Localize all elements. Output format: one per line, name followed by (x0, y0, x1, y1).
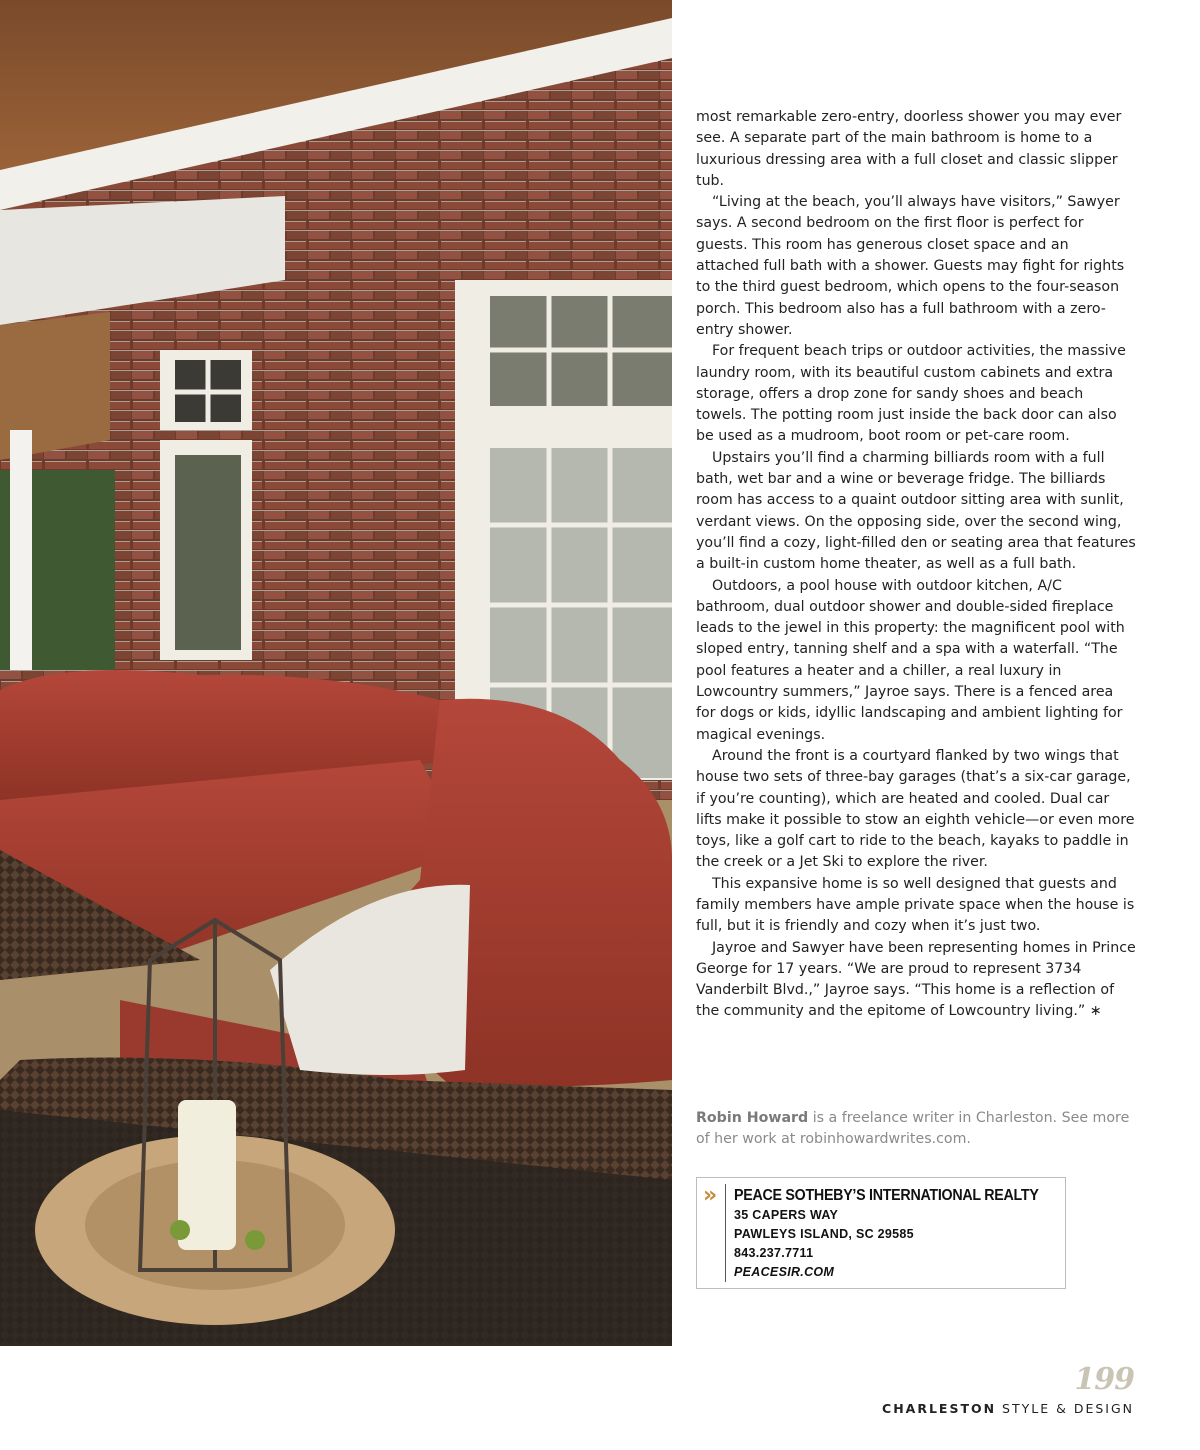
author-bio (696, 1108, 1136, 1150)
contact-website-link[interactable]: PEACESIR.COM (734, 1265, 835, 1279)
article-paragraph: This expansive home is so well designed that guests and family members have ample private space when the house is full, but it is friendly and cozy when it’s just two. (696, 875, 1135, 935)
article-body (696, 107, 1136, 1023)
contact-address-line-1: 35 CAPERS WAY (734, 1208, 839, 1222)
article-paragraph: Jayroe and Sawyer have been representing homes in Prince George for 17 years. “We are proud to represent 3734 Vanderbilt Blvd.,” Jayroe says. “This home is a reflection of the community and the epitome of Lowcountry living.” ∗ (696, 939, 1136, 1020)
author-bio-text: is a freelance writer in Charleston. See more of her work at robinhowardwrites.com. (696, 1110, 1130, 1147)
page-number: 199 (1074, 1362, 1134, 1397)
divider (725, 1184, 726, 1282)
footer-brand: CHARLESTON (882, 1401, 997, 1416)
magazine-footer (882, 1401, 1134, 1416)
agency-name: PEACE SOTHEBY’S INTERNATIONAL REALTY (734, 1187, 1039, 1204)
contact-address-line-2: PAWLEYS ISLAND, SC 29585 (734, 1227, 914, 1241)
article-paragraph: Upstairs you’ll find a charming billiards room with a full bath, wet bar and a wine or beverage fridge. The billiards room has access to a quaint outdoor sitting area with sunlit, verdant views. On the opposing side, over the second wing, you’ll find a cozy, light-filled den or seating area that features a built-in custom home theater, as well as a full bath. (696, 449, 1136, 573)
contact-box (696, 1177, 1066, 1289)
article-paragraph: Outdoors, a pool house with outdoor kitchen, A/C bathroom, dual outdoor shower and double-sided fireplace leads to the jewel in this property: the magnificent pool with sloped entry, tanning shelf and a spa with a waterfall. “The pool features a heater and a chiller, a real luxury in Lowcountry summers,” Jayroe says. There is a fenced area for dogs or kids, idyllic landscaping and ambient lighting for magical evenings. (696, 577, 1125, 743)
article-paragraph: Around the front is a courtyard flanked by two wings that house two sets of three-bay garages (that’s a six-car garage, if you’re counting), which are heated and cooled. Dual car lifts make it possible to stow an eighth vehicle—or even more toys, like a golf cart to ride to the beach, kayaks to paddle in the creek or a Jet Ski to explore the river. (696, 747, 1135, 871)
article-paragraph: most remarkable zero-entry, doorless shower you may ever see. A separate part of the main bathroom is home to a luxurious dressing area with a full closet and classic slipper tub. (696, 109, 1122, 189)
author-name: Robin Howard (696, 1110, 809, 1126)
article-paragraph: “Living at the beach, you’ll always have visitors,” Sawyer says. A second bedroom on the first floor is perfect for guests. This room has generous closet space and an attached full bath with a shower. Guests may fight for rights to the third guest bedroom, which opens to the four-season porch. This bedroom also has a full bathroom with a zero-entry shower. (696, 194, 1125, 338)
chevron-right-icon: » (703, 1183, 718, 1208)
article-paragraph: For frequent beach trips or outdoor activities, the massive laundry room, with its beautiful custom cabinets and extra storage, offers a drop zone for sandy shoes and beach towels. The potting room just inside the back door can also be used as a mudroom, boot room or pet-care room. (696, 343, 1126, 445)
footer-section: STYLE & DESIGN (996, 1401, 1134, 1416)
contact-phone: 843.237.7711 (734, 1246, 814, 1260)
